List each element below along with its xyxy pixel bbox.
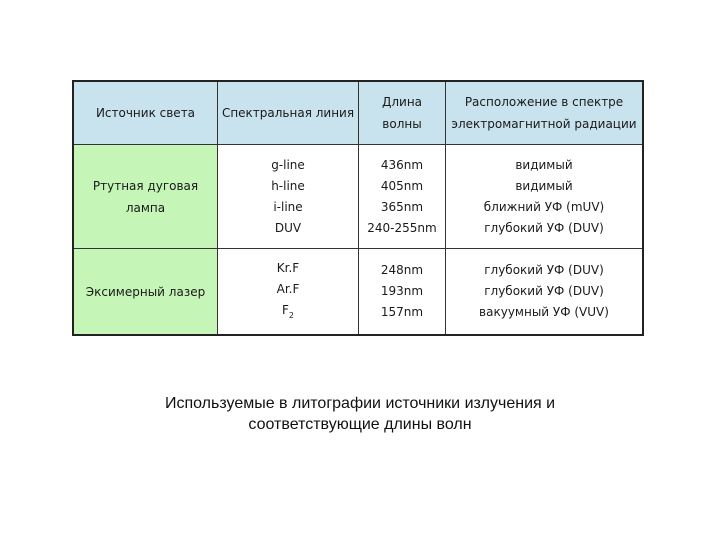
- wavelength-value: 365nm: [380, 199, 424, 214]
- header-spectrum-position: [446, 82, 642, 144]
- spectrum-region: глубокий УФ (DUV): [484, 284, 604, 298]
- header-position-line2: электромагнитной радиации: [451, 117, 637, 131]
- mercury-wavelengths: [359, 145, 445, 248]
- mercury-spectrum-regions: [446, 145, 642, 248]
- header-wavelength: [359, 82, 445, 144]
- table-caption: [0, 393, 720, 435]
- source-mercury-line2: лампа: [125, 200, 166, 215]
- wavelength-value: 248nm: [380, 263, 424, 277]
- source-excimer-label: Эксимерный лазер: [85, 284, 206, 299]
- caption-line1: Используемые в литографии источники излучения и: [164, 395, 556, 412]
- spectral-line: DUV: [274, 220, 302, 235]
- source-mercury-lamp: [74, 145, 217, 248]
- spectrum-region: видимый: [515, 157, 573, 172]
- source-excimer-laser: [74, 249, 217, 334]
- spectrum-region: видимый: [515, 178, 573, 193]
- mercury-spectral-lines: [218, 145, 358, 248]
- spectrum-region: глубокий УФ (DUV): [484, 263, 604, 277]
- excimer-spectral-lines: [218, 249, 358, 334]
- header-spectral-line: [218, 82, 358, 144]
- header-wavelength-line1: Длина: [381, 95, 423, 109]
- header-spectral-line-label: Спектральная линия: [221, 106, 355, 120]
- wavelength-value: 405nm: [380, 178, 424, 193]
- excimer-spectrum-regions: [446, 249, 642, 334]
- wavelength-value: 436nm: [380, 157, 424, 172]
- spectrum-region: ближний УФ (mUV): [483, 199, 605, 214]
- source-mercury-line1: Ртутная дуговая: [92, 178, 199, 193]
- header-source-label: Источник света: [95, 106, 196, 120]
- spectral-line: g-line: [271, 157, 305, 172]
- excimer-wavelengths: [359, 249, 445, 334]
- wavelength-value: 240-255nm: [367, 220, 437, 235]
- wavelength-value: 193nm: [380, 284, 424, 298]
- spectral-line: Kr.F: [276, 260, 300, 275]
- header-wavelength-line2: волны: [382, 117, 422, 131]
- f2-subscript: 2: [288, 310, 294, 320]
- spectrum-region: глубокий УФ (DUV): [484, 220, 604, 235]
- spectral-line: i-line: [273, 199, 303, 214]
- header-source: [74, 82, 217, 144]
- spectrum-region: вакуумный УФ (VUV): [479, 305, 609, 319]
- spectral-line-f2: [282, 300, 294, 326]
- header-position-line1: Расположение в спектре: [464, 95, 624, 109]
- light-sources-table: [72, 80, 644, 336]
- caption-line2: соответствующие длины волн: [248, 416, 472, 433]
- spectral-line: h-line: [271, 178, 305, 193]
- f2-base: F: [282, 302, 289, 317]
- spectral-line: Ar.F: [276, 281, 300, 296]
- wavelength-value: 157nm: [380, 305, 424, 319]
